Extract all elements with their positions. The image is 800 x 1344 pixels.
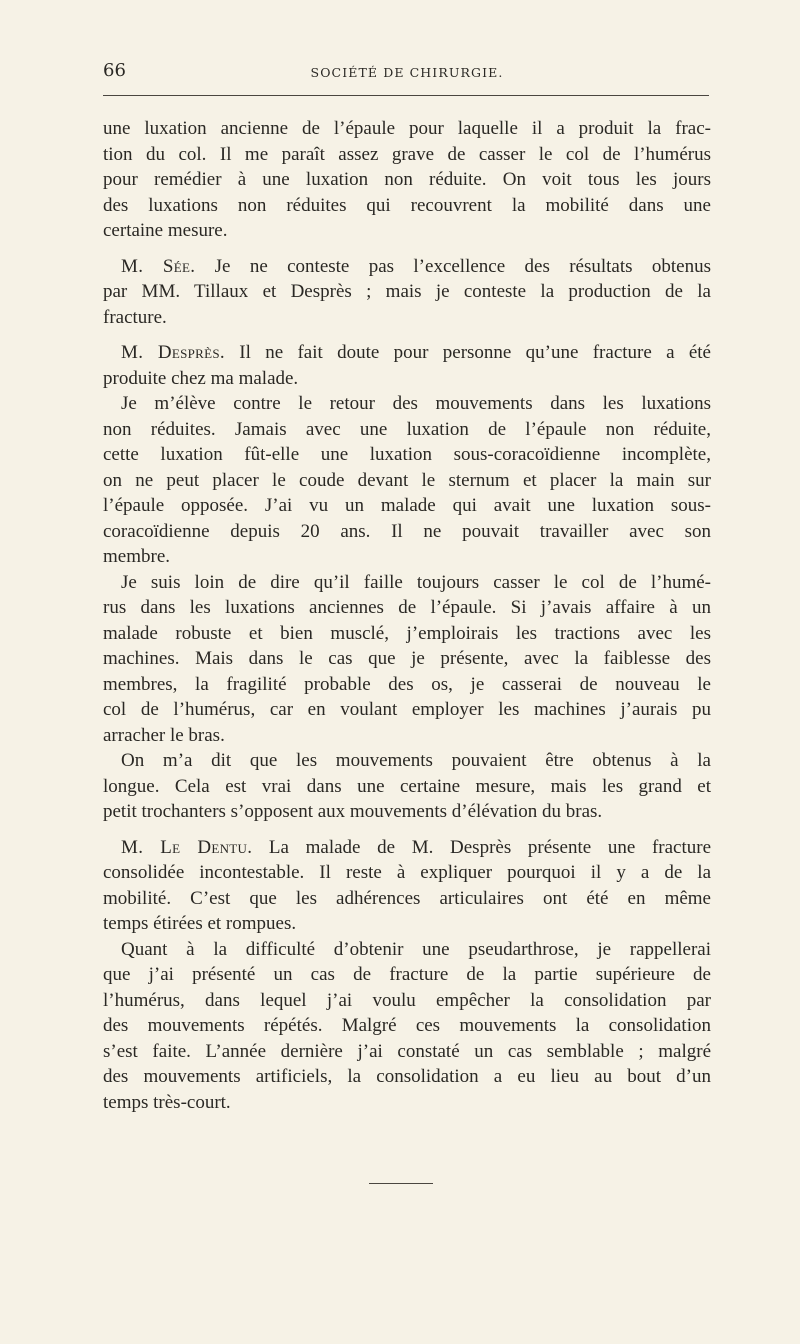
speaker-name: M. Sée. [121,255,196,277]
text-line: rus dans les luxations anciennes de l’épaule. Si j’avais affaire à un [103,597,711,618]
text-line: Je m’élève contre le retour des mouvements dans les luxations [121,393,711,414]
text-line: des luxations non réduites qui recouvrent la mobilité dans une [103,194,711,216]
text-line: Je suis loin de dire qu’il faille toujours casser le col de l’humé- [121,571,711,593]
paragraph [103,116,711,244]
text-line: non réduites. Jamais avec une luxation de l’épaule non réduite, [103,418,711,440]
running-title: SOCIÉTÉ DE CHIRURGIE. [310,65,504,80]
paragraph [103,937,711,1116]
text-line: produite chez ma malade. [103,367,299,389]
text-line: des mouvements répétés. Malgré ces mouvements la consolidation [103,1015,711,1036]
text-line: l’épaule opposée. J’ai vu un malade qui avait une luxation sous- [103,495,711,516]
text-line: consolidée incontestable. Il reste à expliquer pourquoi il y a de la [103,862,711,883]
text-line: on ne peut placer le coude devant le sternum et placer la main sur [103,469,711,491]
text-line: l’humérus, dans lequel j’ai voulu empêcher la consolidation par [103,989,711,1011]
text-line: malade robuste et bien musclé, j’emploirais les tractions avec les [103,622,711,644]
text-line: certaine mesure. [103,220,228,241]
text-line: par MM. Tillaux et Desprès ; mais je conteste la production de la [103,281,711,302]
text-line: fracture. [103,306,167,328]
section-end-rule [369,1183,433,1184]
text-line: une luxation ancienne de l’épaule pour laquelle il a produit la frac- [103,118,711,139]
paragraph [103,254,711,331]
paragraph [103,391,711,570]
text-line: machines. Mais dans le cas que je présente, avec la faiblesse des [103,648,711,669]
text-line: temps étirées et rompues. [103,913,297,934]
paragraph [103,835,711,937]
paragraph [103,340,711,391]
text-line: On m’a dit que les mouvements pouvaient être obtenus à la [121,750,711,771]
text-line: cette luxation fût-elle une luxation sous-coracoïdienne incomplète, [103,444,711,465]
text-line: arracher le bras. [103,724,225,746]
header-rule [103,95,709,96]
text-line: col de l’humérus, car en voulant employer les machines j’aurais pu [103,699,711,720]
text-line: coracoïdienne depuis 20 ans. Il ne pouvait travailler avec son [103,520,711,542]
text-line: s’est faite. L’année dernière j’ai constaté un cas semblable ; malgré [103,1040,711,1062]
paragraph [103,570,711,749]
text-line: longue. Cela est vrai dans une certaine mesure, mais les grand et [103,775,711,797]
text-line: que j’ai présenté un cas de fracture de la partie supérieure de [103,964,711,985]
text-line: tion du col. Il me paraît assez grave de casser le col de l’humérus [103,143,711,165]
speaker-name: M. Le Dentu. [121,836,253,858]
body-text [103,116,711,1115]
text-line: M. Sée. Je ne conteste pas l’excellence des résultats obtenus [121,255,711,277]
text-line: temps très-court. [103,1091,231,1113]
text-line: M. Le Dentu. La malade de M. Desprès présente une fracture [121,836,712,858]
text-line: M. Desprès. Il ne fait doute pour personne qu’une fracture a été [121,342,711,363]
text-line: mobilité. C’est que les adhérences articulaires ont été en même [103,887,711,909]
text-line: Quant à la difficulté d’obtenir une pseudarthrose, je rappellerai [121,938,711,960]
text-line: membre. [103,546,171,567]
text-line: petit trochanters s’opposent aux mouvements d’élévation du bras. [103,801,603,822]
paragraph [103,748,711,825]
page-number: 66 [103,60,126,81]
speaker-name: M. Desprès. [121,342,225,363]
text-line: pour remédier à une luxation non réduite. On voit tous les jours [103,169,711,190]
text-line: membres, la fragilité probable des os, je casserai de nouveau le [103,673,711,695]
text-line: des mouvements artificiels, la consolidation a eu lieu au bout d’un [103,1066,711,1087]
page-header [103,58,711,88]
